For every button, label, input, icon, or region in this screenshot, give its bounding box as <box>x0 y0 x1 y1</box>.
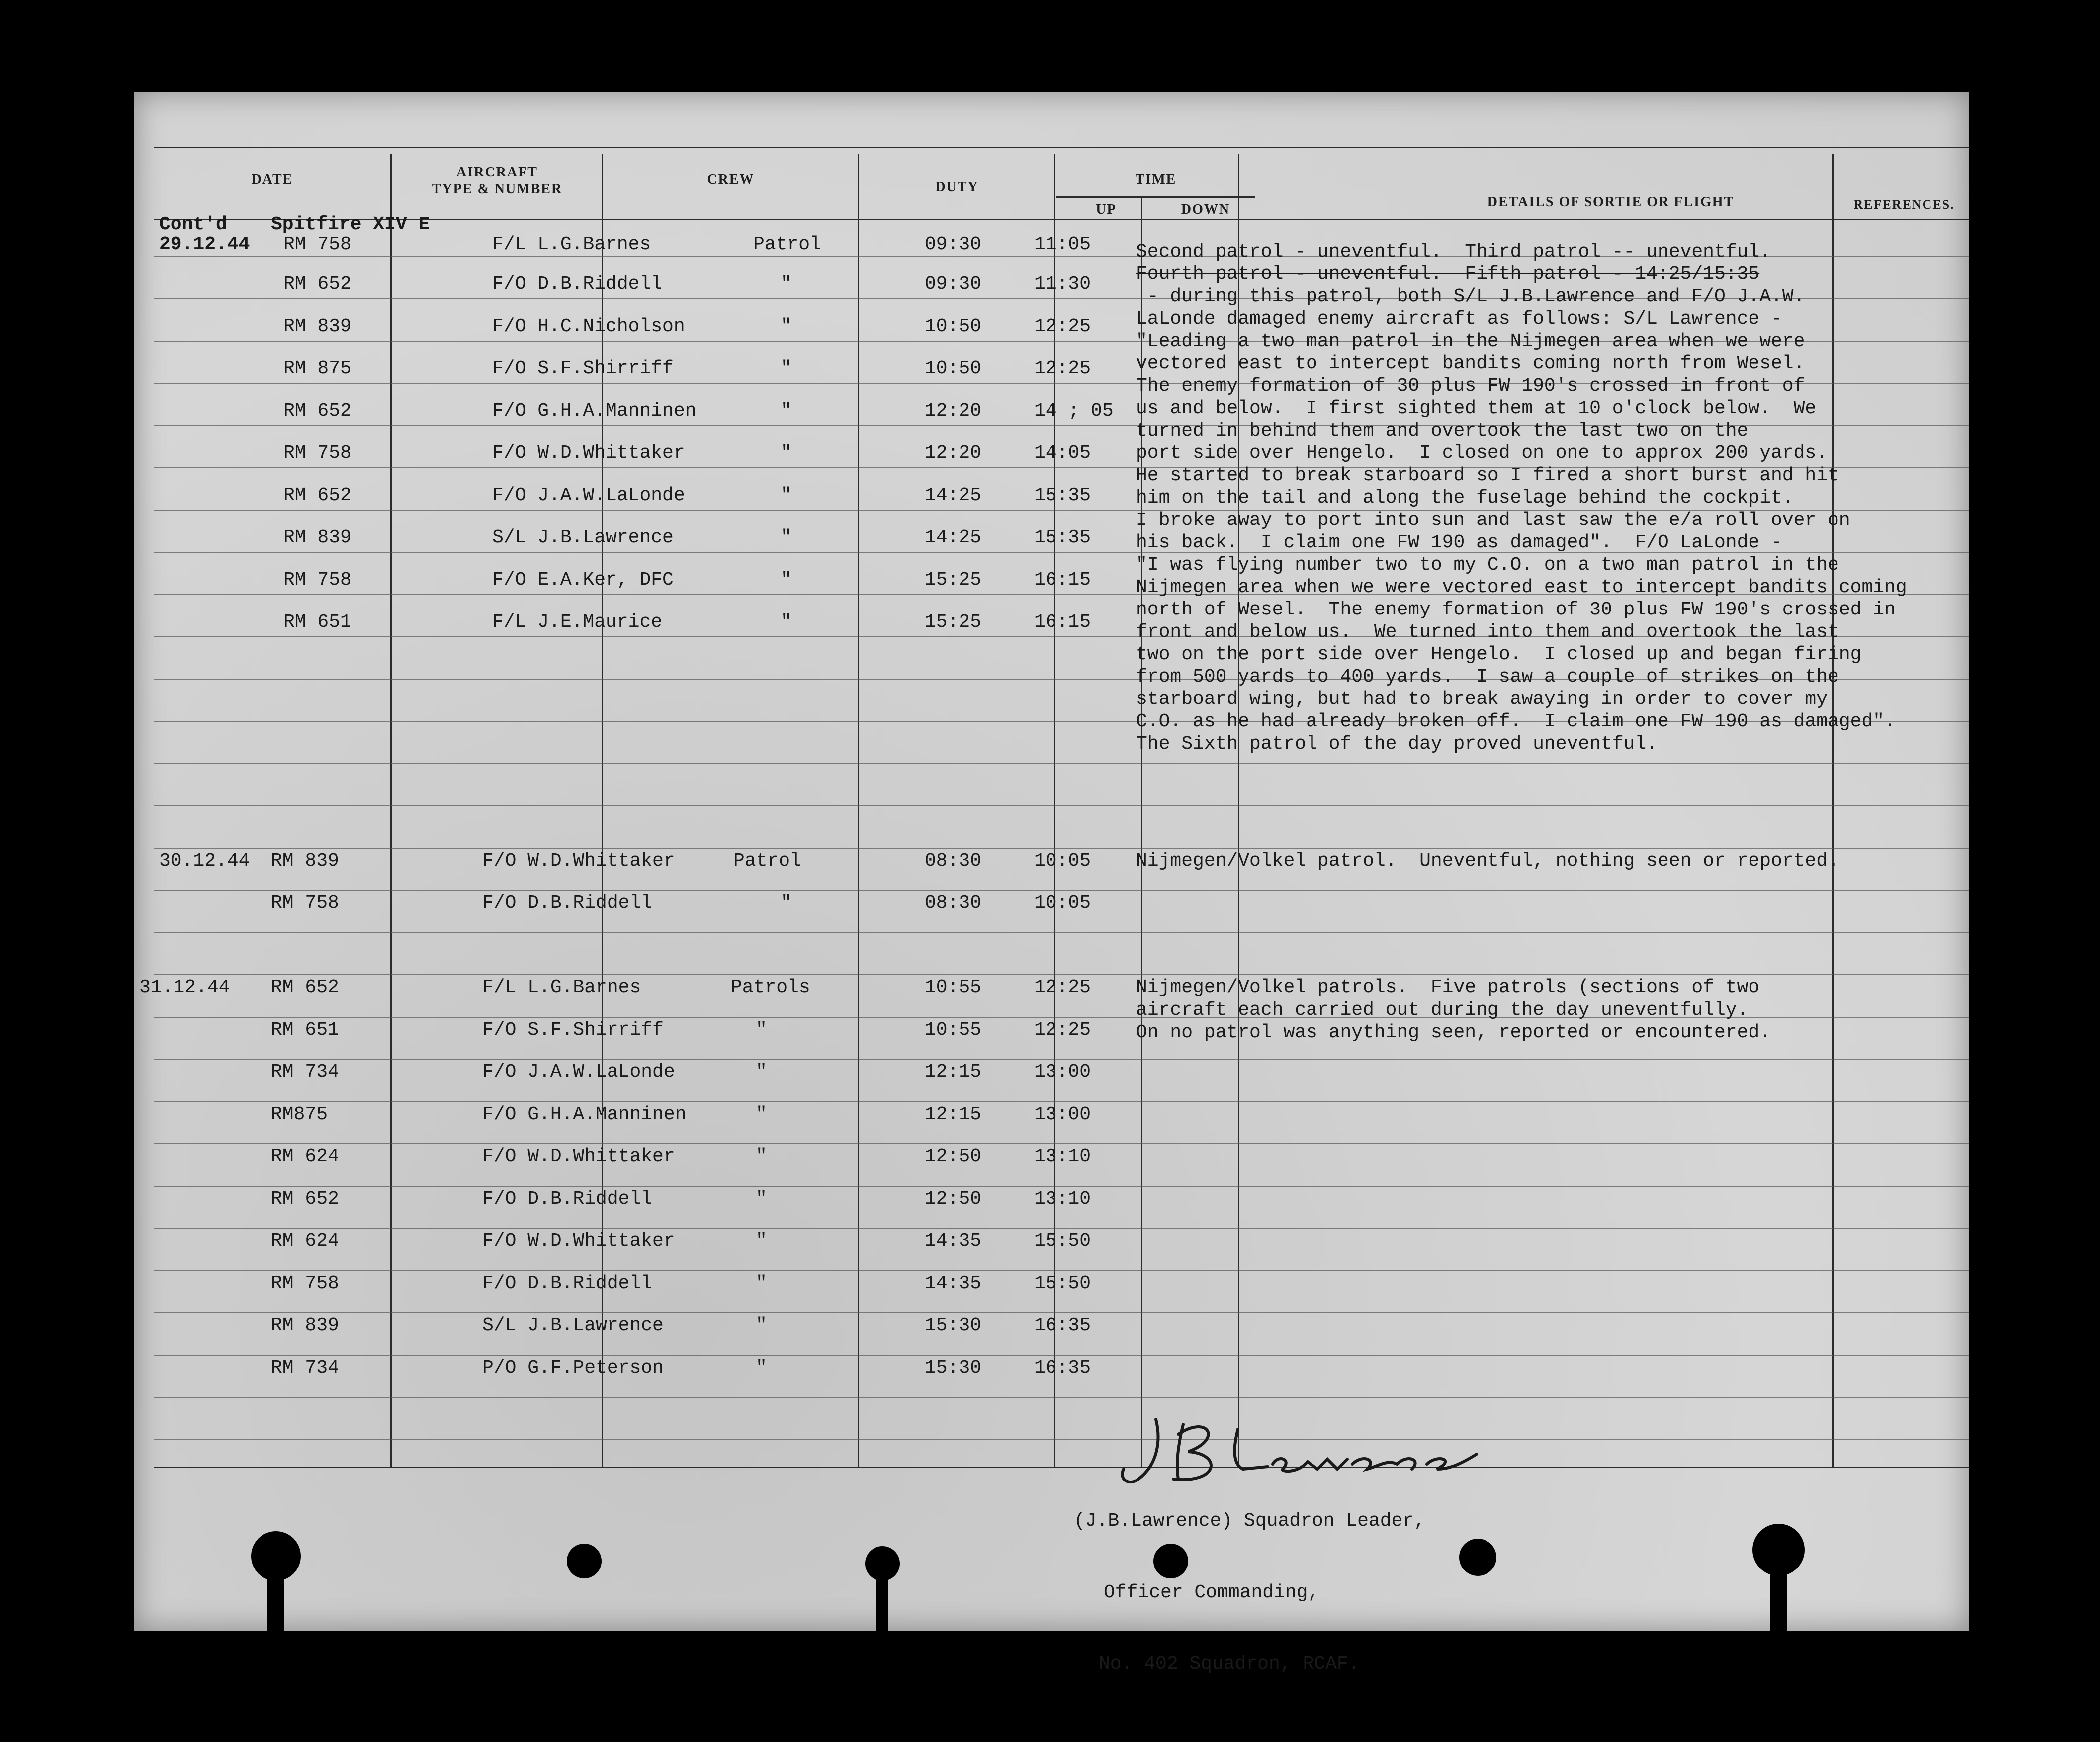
row-crew: F/O D.B.Riddell <box>482 1188 653 1210</box>
row-aircraft: RM 652 <box>283 400 351 422</box>
row-crew: F/O S.F.Shirriff <box>492 358 674 379</box>
row-date: 31.12.44 <box>139 977 230 998</box>
row-time-down: 11:30 <box>1034 273 1091 295</box>
col-line-duty <box>1054 154 1055 1467</box>
row-time-down: 12:25 <box>1034 316 1091 337</box>
binder-hole <box>865 1546 900 1581</box>
row-time-up: 15:30 <box>925 1315 982 1336</box>
col-line-aircraft <box>602 154 603 1467</box>
row-duty: " <box>781 569 792 591</box>
binder-tab <box>876 1578 888 1633</box>
binder-hole <box>567 1544 602 1578</box>
row-crew: F/O D.B.Riddell <box>482 1273 653 1294</box>
row-time-down: 12:25 <box>1034 977 1091 998</box>
row-crew: F/L L.G.Barnes <box>482 977 641 998</box>
row-time-up: 12:15 <box>925 1061 982 1083</box>
binder-tab <box>267 1578 284 1633</box>
detail-line: - during this patrol, both S/L J.B.Lawrence and F/O J.A.W. <box>1136 286 1805 307</box>
row-time-up: 15:30 <box>925 1357 982 1379</box>
row-crew: P/O G.F.Peterson <box>482 1357 664 1379</box>
row-duty: " <box>781 316 792 337</box>
row-aircraft: RM 758 <box>271 892 339 914</box>
row-aircraft: Spitfire XIV E <box>271 214 430 235</box>
row-duty: " <box>756 1061 767 1083</box>
binder-hole <box>1752 1524 1805 1576</box>
row-time-down: 13:10 <box>1034 1188 1091 1210</box>
row-rule <box>154 974 1969 975</box>
row-crew: F/O W.D.Whittaker <box>492 442 685 464</box>
row-duty: " <box>781 400 792 422</box>
row-time-up: 10:50 <box>925 358 982 379</box>
row-time-down: 11:05 <box>1034 234 1091 255</box>
detail-line: front and below us. We turned into them and overtook the last <box>1136 621 1839 643</box>
row-crew: F/O D.B.Riddell <box>492 273 663 295</box>
row-time-up: 14:25 <box>925 485 982 506</box>
record-sheet <box>134 92 1969 1675</box>
detail-line: The enemy formation of 30 plus FW 190's crossed in front of <box>1136 375 1805 397</box>
row-aircraft: RM 758 <box>283 234 351 255</box>
row-aircraft: RM 652 <box>283 273 351 295</box>
row-duty: " <box>781 611 792 633</box>
row-aircraft: RM 758 <box>283 442 351 464</box>
row-crew: F/O H.C.Nicholson <box>492 316 685 337</box>
row-duty: " <box>756 1315 767 1336</box>
row-aircraft: RM 839 <box>271 1315 339 1336</box>
row-time-down: 15:35 <box>1034 527 1091 548</box>
header-aircraft <box>393 164 602 198</box>
row-time-up: 12:50 <box>925 1188 982 1210</box>
row-duty: " <box>756 1146 767 1167</box>
row-duty: Patrol <box>733 850 801 871</box>
row-duty: " <box>781 527 792 548</box>
top-rule <box>154 147 1969 148</box>
signature-block <box>1074 1462 1425 1724</box>
row-crew: F/O D.B.Riddell <box>482 892 653 914</box>
row-time-down: 15:50 <box>1034 1273 1091 1294</box>
row-duty: " <box>756 1188 767 1210</box>
signature-title: Officer Commanding, <box>1104 1582 1319 1603</box>
row-time-up: 09:30 <box>925 234 982 255</box>
detail-line: two on the port side over Hengelo. I closed up and began firing <box>1136 644 1862 665</box>
detail-line: north of Wesel. The enemy formation of 30 plus FW 190's crossed in <box>1136 599 1896 620</box>
detail-line: his back. I claim one FW 190 as damaged". F/O LaLonde - <box>1136 532 1782 553</box>
row-crew: S/L J.B.Lawrence <box>482 1315 664 1336</box>
row-duty: " <box>756 1273 767 1294</box>
binder-hole <box>251 1531 301 1581</box>
row-time-up: 10:55 <box>925 977 982 998</box>
row-crew: F/O E.A.Ker, DFC <box>492 569 674 591</box>
row-time-down: 16:15 <box>1034 611 1091 633</box>
row-duty: " <box>756 1357 767 1379</box>
row-aircraft: RM 875 <box>283 358 351 379</box>
row-aircraft: RM 839 <box>283 527 351 548</box>
row-time-up: 10:55 <box>925 1019 982 1041</box>
header-details: DETAILS OF SORTIE OR FLIGHT <box>1487 194 1735 210</box>
row-crew: F/O W.D.Whittaker <box>482 1230 675 1252</box>
row-time-up: 12:50 <box>925 1146 982 1167</box>
row-rule <box>154 1439 1969 1440</box>
row-crew: F/O W.D.Whittaker <box>482 850 675 871</box>
row-rule <box>154 1186 1969 1187</box>
row-duty: " <box>781 892 792 914</box>
row-aircraft: RM 652 <box>271 1188 339 1210</box>
row-time-down: 12:25 <box>1034 1019 1091 1041</box>
header-duty: DUTY <box>935 179 979 195</box>
row-rule <box>154 1312 1969 1313</box>
header-aircraft-line1: AIRCRAFT <box>456 165 538 180</box>
detail-line: us and below. I first sighted them at 10 o'clock below. We <box>1136 398 1817 419</box>
detail-line: He started to break starboard so I fired a short burst and hit <box>1136 465 1839 486</box>
row-time-up: 12:20 <box>925 400 982 422</box>
row-duty: " <box>756 1019 767 1041</box>
row-time-down: 16:35 <box>1034 1315 1091 1336</box>
row-aircraft: RM 624 <box>271 1230 339 1252</box>
row-aircraft: RM 839 <box>283 316 351 337</box>
row-time-down: 12:25 <box>1034 358 1091 379</box>
row-aircraft: RM 651 <box>271 1019 339 1041</box>
detail-line: The Sixth patrol of the day proved uneventful. <box>1136 733 1658 755</box>
row-duty: " <box>781 442 792 464</box>
row-time-up: 15:25 <box>925 569 982 591</box>
row-crew: F/L J.E.Maurice <box>492 611 663 633</box>
row-duty: " <box>781 485 792 506</box>
row-time-down: 10:05 <box>1034 850 1091 871</box>
row-rule <box>154 1101 1969 1102</box>
header-crew: CREW <box>707 172 755 187</box>
detail-line: On no patrol was anything seen, reported or encountered. <box>1136 1022 1771 1043</box>
header-time-up: UP <box>1096 202 1117 217</box>
detail-line: from 500 yards to 400 yards. I saw a couple of strikes on the <box>1136 666 1839 688</box>
header-aircraft-line2: TYPE & NUMBER <box>432 181 563 197</box>
row-time-up: 10:50 <box>925 316 982 337</box>
row-time-up: 14:25 <box>925 527 982 548</box>
row-time-down: 13:10 <box>1034 1146 1091 1167</box>
row-date: 30.12.44 <box>159 850 250 871</box>
row-crew: F/L L.G.Barnes <box>492 234 651 255</box>
signature-name-rank: (J.B.Lawrence) Squadron Leader, <box>1074 1510 1425 1532</box>
detail-line: vectored east to intercept bandits coming north from Wesel. <box>1136 353 1805 374</box>
signature-unit: No. 402 Squadron, RCAF. <box>1099 1654 1360 1675</box>
row-duty: " <box>756 1104 767 1125</box>
row-duty: " <box>781 358 792 379</box>
row-time-up: 14:35 <box>925 1230 982 1252</box>
detail-line: Second patrol - uneventful. Third patrol -- uneventful. <box>1136 241 1771 262</box>
row-aircraft: RM 734 <box>271 1357 339 1379</box>
row-crew: F/O J.A.W.LaLonde <box>482 1061 675 1083</box>
row-time-up: 14:35 <box>925 1273 982 1294</box>
row-crew: F/O G.H.A.Manninen <box>492 400 697 422</box>
row-time-up: 12:15 <box>925 1104 982 1125</box>
row-rule <box>154 1228 1969 1229</box>
row-rule <box>154 805 1969 806</box>
header-references: REFERENCES. <box>1853 197 1955 212</box>
col-line-crew <box>858 154 859 1467</box>
detail-line: him on the tail and along the fuselage behind the cockpit. <box>1136 487 1794 509</box>
row-aircraft: RM 734 <box>271 1061 339 1083</box>
row-time-down: 13:00 <box>1034 1061 1091 1083</box>
row-duty: Patrol <box>753 234 821 255</box>
row-date: Cont'd <box>159 214 227 235</box>
row-aircraft: RM 651 <box>283 611 351 633</box>
row-rule <box>154 848 1969 849</box>
detail-line: Fourth patrol - uneventful. Fifth patrol - 14:25/15:35 <box>1136 263 1760 285</box>
col-line-date <box>390 154 392 1467</box>
detail-line: aircraft each carried out during the day uneventfully. <box>1136 999 1749 1021</box>
detail-line: port side over Hengelo. I closed on one to approx 200 yards. <box>1136 442 1828 464</box>
row-crew: F/O W.D.Whittaker <box>482 1146 675 1167</box>
header-date: DATE <box>251 172 293 187</box>
row-aircraft: RM875 <box>271 1104 328 1125</box>
row-time-down: 14:05 <box>1034 442 1091 464</box>
binder-tab <box>1770 1573 1787 1631</box>
row-crew: F/O S.F.Shirriff <box>482 1019 664 1041</box>
row-aircraft: RM 839 <box>271 850 339 871</box>
row-time-up: 08:30 <box>925 892 982 914</box>
row-time-up: 12:20 <box>925 442 982 464</box>
row-time-down: 14 ; 05 <box>1034 400 1114 422</box>
sortie-details-30-12-44: Nijmegen/Volkel patrol. Uneventful, nothing seen or reported. <box>1136 850 1839 871</box>
row-time-down: 15:35 <box>1034 485 1091 506</box>
row-rule <box>154 932 1969 933</box>
row-duty: Patrols <box>731 977 810 998</box>
detail-line: LaLonde damaged enemy aircraft as follows: S/L Lawrence - <box>1136 308 1782 330</box>
row-rule <box>154 763 1969 764</box>
table-bottom-rule <box>154 1467 1969 1468</box>
row-duty: " <box>781 273 792 295</box>
detail-line: "Leading a two man patrol in the Nijmegen area when we were <box>1136 331 1805 352</box>
detail-line: C.O. as he had already broken off. I claim one FW 190 as damaged". <box>1136 711 1896 732</box>
col-line-details <box>1832 154 1834 1467</box>
row-crew: F/O J.A.W.LaLonde <box>492 485 685 506</box>
row-time-up: 09:30 <box>925 273 982 295</box>
detail-line: Nijmegen/Volkel patrols. Five patrols (sections of two <box>1136 977 1760 998</box>
row-rule <box>154 1397 1969 1398</box>
row-rule <box>154 1270 1969 1271</box>
row-crew: F/O G.H.A.Manninen <box>482 1104 687 1125</box>
row-time-down: 15:50 <box>1034 1230 1091 1252</box>
row-time-up: 15:25 <box>925 611 982 633</box>
row-time-down: 16:35 <box>1034 1357 1091 1379</box>
row-aircraft: RM 652 <box>283 485 351 506</box>
detail-line: Nijmegen area when we were vectored east to intercept bandits coming <box>1136 577 1907 598</box>
row-rule <box>154 1059 1969 1060</box>
binder-hole <box>1153 1544 1188 1578</box>
detail-line: I broke away to port into sun and last saw the e/a roll over on <box>1136 510 1850 531</box>
header-time-down: DOWN <box>1181 202 1230 217</box>
row-crew: S/L J.B.Lawrence <box>492 527 674 548</box>
row-duty: " <box>756 1230 767 1252</box>
row-time-up: 08:30 <box>925 850 982 871</box>
detail-line: "I was flying number two to my C.O. on a two man patrol in the <box>1136 554 1839 576</box>
row-aircraft: RM 758 <box>271 1273 339 1294</box>
row-rule <box>154 1355 1969 1356</box>
row-time-down: 13:00 <box>1034 1104 1091 1125</box>
row-date: 29.12.44 <box>159 234 250 255</box>
row-rule <box>154 890 1969 891</box>
detail-line: turned in behind them and overtook the last two on the <box>1136 420 1749 441</box>
row-rule <box>154 1143 1969 1144</box>
row-time-down: 10:05 <box>1034 892 1091 914</box>
header-time: TIME <box>1135 172 1177 187</box>
row-aircraft: RM 758 <box>283 569 351 591</box>
detail-line: starboard wing, but had to break awaying in order to cover my <box>1136 689 1828 710</box>
row-aircraft: RM 624 <box>271 1146 339 1167</box>
row-aircraft: RM 652 <box>271 977 339 998</box>
binder-hole <box>1459 1539 1496 1576</box>
row-time-down: 16:15 <box>1034 569 1091 591</box>
time-split-rule <box>1056 196 1255 198</box>
